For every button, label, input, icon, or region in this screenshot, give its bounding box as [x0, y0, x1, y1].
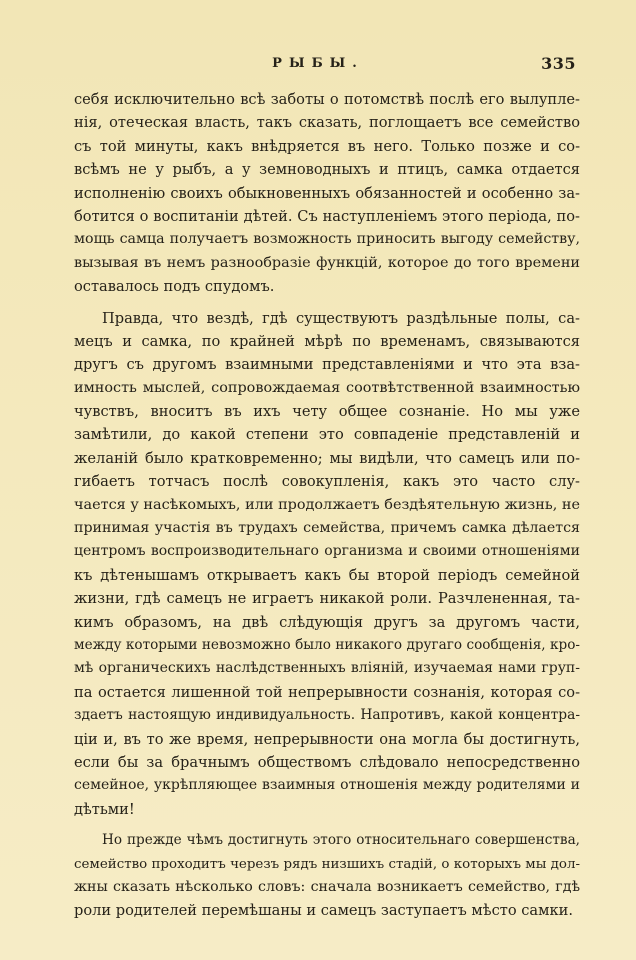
page-header	[0, 56, 636, 80]
text-line: имность мыслей, сопровождаемая соотвѣтственной взаимностью	[74, 379, 580, 396]
text-line: чувствъ, вноситъ въ ихъ чету общее сознаніе. Но мы уже	[74, 403, 580, 421]
text-line: между которыми невозможно было никакого другаго сообщенія, кро-	[74, 636, 580, 653]
text-line: къ дѣтенышамъ открываетъ какъ бы второй періодъ семейной	[74, 566, 580, 584]
text-line: всѣмъ не у рыбъ, а у земноводныхъ и птицъ, самка отдается	[74, 161, 580, 179]
text-line: съ той минуты, какъ внѣдряется въ него. Только позже и со-	[74, 137, 580, 155]
text-line: жизни, гдѣ самецъ не играетъ никакой роли. Разчлененная, та-	[74, 590, 580, 608]
text-line: вызывая въ немъ разнообразіе функцій, которое до того времени	[74, 254, 580, 271]
text-line: семейное, укрѣпляющее взаимныя отношенія между родителями и	[74, 777, 580, 794]
text-line: мецъ и самка, по крайней мѣрѣ по временамъ, связываются	[74, 332, 580, 350]
text-line: кимъ образомъ, на двѣ слѣдующія другъ за другомъ части,	[74, 613, 580, 631]
text-line: оставалось подъ спудомъ.	[74, 278, 275, 296]
text-line: здаетъ настоящую индивидуальность. Напротивъ, какой концентра-	[74, 707, 580, 724]
text-line: мѣ органическихъ наслѣдственныхъ вліяній, изучаемая нами груп-	[74, 660, 580, 677]
text-line: жны сказать нѣсколько словъ: сначала возникаетъ семейство, гдѣ	[74, 878, 580, 895]
text-line: Но прежде чѣмъ достигнуть этого относительнаго совершенства,	[102, 832, 580, 849]
text-line: другъ съ другомъ взаимными представленіями и что эта вза-	[74, 356, 580, 374]
text-line: мощь самца получаетъ возможность приносить выгоду семейству,	[74, 231, 580, 248]
text-line: па остается лишенной той непрерывности сознанія, которая со-	[74, 683, 580, 701]
text-line: Правда, что вездѣ, гдѣ существуютъ раздѣльные полы, са-	[102, 309, 580, 327]
paragraph	[74, 307, 580, 822]
text-line: замѣтили, до какой степени это совпаденіе представленій и	[74, 426, 580, 444]
paragraph-gap	[74, 821, 580, 829]
body-text	[74, 88, 580, 923]
text-line: нія, отеческая власть, такъ сказать, поглощаетъ все семейство	[74, 114, 580, 132]
paragraph-gap	[74, 299, 580, 307]
text-line: принимая участія въ трудахъ семейства, причемъ самка дѣлается	[74, 520, 580, 537]
text-line: гибаетъ тотчасъ послѣ совокупленія, какъ это часто слу-	[74, 473, 580, 491]
text-line: ботится о воспитаніи дѣтей. Съ наступленіемъ этого періода, по-	[74, 207, 580, 225]
text-line: желаній было кратковременно; мы видѣли, что самецъ или по-	[74, 449, 580, 467]
paragraph	[74, 88, 580, 299]
text-line: роли родителей перемѣшаны и самецъ заступаетъ мѣсто самки.	[74, 902, 573, 920]
text-line: дѣтьми!	[74, 800, 135, 818]
text-line: себя исключительно всѣ заботы о потомствѣ послѣ его вылупле-	[74, 91, 580, 108]
text-line: если бы за брачнымъ обществомъ слѣдовало непосредственно	[74, 753, 580, 771]
paragraph	[74, 829, 580, 923]
text-line: центромъ воспроизводительнаго организма и своими отношеніями	[74, 543, 580, 560]
text-line: ціи и, въ то же время, непрерывности она могла бы достигнуть,	[74, 730, 580, 748]
page-number: 335	[541, 54, 576, 73]
text-line: чается у насѣкомыхъ, или продолжаетъ бездѣятельную жизнь, не	[74, 496, 580, 513]
text-line: семейство проходитъ черезъ рядъ низшихъ стадій, о которыхъ мы дол-	[74, 856, 580, 872]
running-head: РЫБЫ.	[272, 56, 364, 71]
text-line: исполненію своихъ обыкновенныхъ обязанностей и особенно за-	[74, 184, 580, 202]
